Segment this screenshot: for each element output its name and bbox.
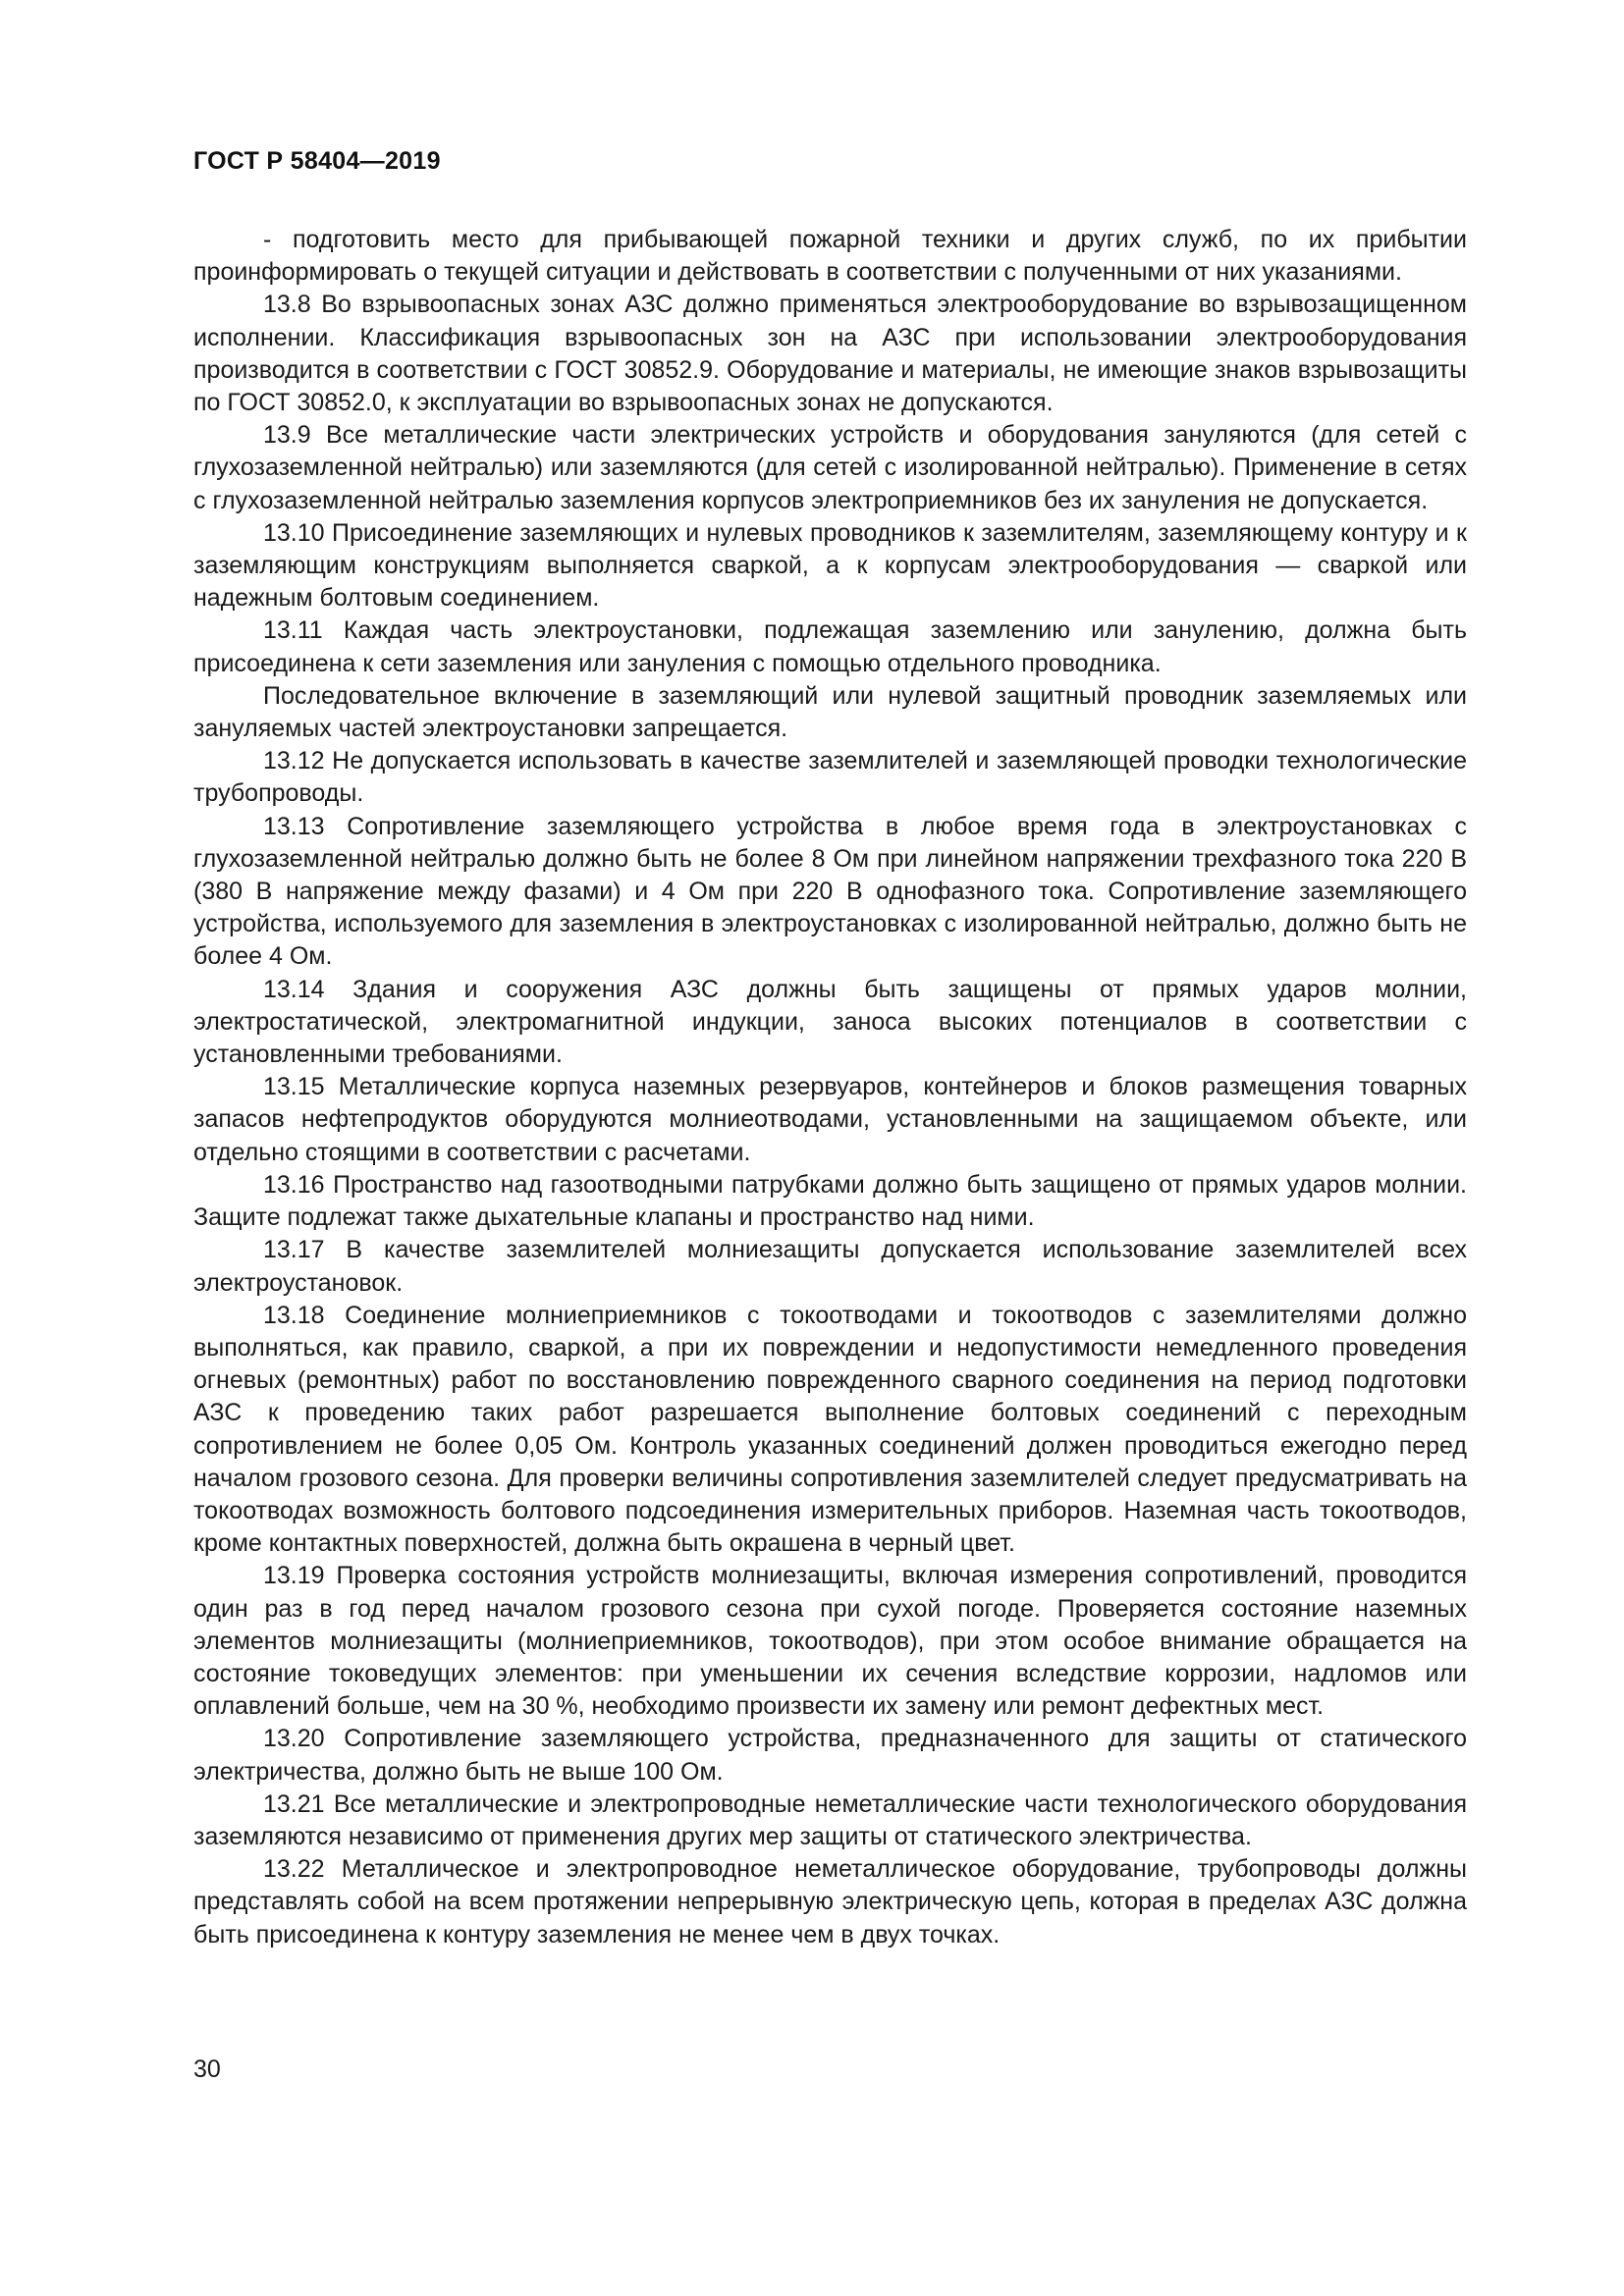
paragraph-13-20: 13.20 Сопротивление заземляющего устройства, предназначенного для защиты от статического электричества, должно быть не выше 100 Ом.	[193, 1725, 1467, 1786]
paragraph-13-18: 13.18 Соединение молниеприемников с токоотводами и токоотводов с заземлителями должно выполняться, как правило, сваркой, а при их повреждении и недопустимости немедленного проведения огневых (ремонтных) работ по восстановлению поврежденного сварного соединения на период подготовки АЗС к проведению таких работ разрешается выполнение болтовых соединений с переходным сопротивлением не более 0,05 Ом. Контроль указанных соединений должен проводиться ежегодно перед началом грозового сезона. Для проверки величины сопротивления заземлителей следует предусматривать на токоотводах возможность болтового подсоединения измерительных приборов. Наземная часть токоотводов, кроме контактных поверхностей, должна быть окрашена в черный цвет.	[193, 1301, 1467, 1558]
paragraph-13-21: 13.21 Все металлические и электропроводные неметаллические части технологического оборудования заземляются независимо от применения других мер защиты от статического электричества.	[193, 1789, 1467, 1850]
paragraph-13-16: 13.16 Пространство над газоотводными патрубками должно быть защищено от прямых ударов молнии. Защите подлежат также дыхательные клапаны и пространство над ними.	[193, 1170, 1467, 1232]
standard-code-header: ГОСТ Р 58404—2019	[193, 147, 441, 175]
paragraph-13-10: 13.10 Присоединение заземляющих и нулевых проводников к заземлителям, заземляющему контуру и к заземляющим конструкциям выполняется сваркой, а к корпусам электрооборудования — сваркой или надежным болтовым соединением.	[193, 518, 1467, 613]
paragraph-13-9: 13.9 Все металлические части электрических устройств и оборудования зануляются (для сетей с глухозаземленной нейтралью) или заземляются (для сетей с изолированной нейтралью). Применение в сетях с глухозаземленной нейтралью заземления корпусов электроприемников без их зануления не допускается.	[193, 421, 1467, 514]
paragraph-13-12: 13.12 Не допускается использовать в качестве заземлителей и заземляющей проводки технологические трубопроводы.	[193, 747, 1467, 808]
paragraph-13-11: 13.11 Каждая часть электроустановки, подлежащая заземлению или занулению, должна быть присоединена к сети заземления или зануления с помощью отдельного проводника.	[193, 616, 1467, 677]
paragraph-13-14: 13.14 Здания и сооружения АЗС должны быть защищены от прямых ударов молнии, электростатической, электромагнитной индукции, заноса высоких потенциалов в соответствии с установленными требованиями.	[193, 975, 1467, 1069]
paragraph-13-19: 13.19 Проверка состояния устройств молниезащиты, включая измерения сопротивлений, проводится один раз в год перед началом грозового сезона при сухой погоде. Проверяется состояние наземных элементов молниезащиты (молниеприемников, токоотводов), при этом особое внимание обращается на состояние токоведущих элементов: при уменьшении их сечения вследствие коррозии, надломов или оплавлений больше, чем на 30 %, необходимо произвести их замену или ремонт дефектных мест.	[193, 1562, 1467, 1721]
paragraph-13-11-continued: Последовательное включение в заземляющий или нулевой защитный проводник заземляемых или зануляемых частей электроустановки запрещается.	[193, 681, 1467, 743]
paragraph-13-8: 13.8 Во взрывоопасных зонах АЗС должно применяться электрооборудование во взрывозащищенном исполнении. Классификация взрывоопасных зон на АЗС при использовании электрооборудования производится в соответствии с ГОСТ 30852.9. Оборудование и материалы, не имеющие знаков взрывозащиты по ГОСТ 30852.0, к эксплуатации во взрывоопасных зонах не допускаются.	[193, 291, 1467, 417]
paragraph-13-22: 13.22 Металлическое и электропроводное неметаллическое оборудование, трубопроводы должны представлять собой на всем протяжении непрерывную электрическую цепь, которая в пределах АЗС должна быть присоединена к контуру заземления не менее чем в двух точках.	[193, 1855, 1467, 1949]
paragraph-prepare-place: - подготовить место для прибывающей пожарной техники и других служб, по их прибытии проинформировать о текущей ситуации и действовать в соответствии с полученными от них указаниями.	[193, 226, 1467, 287]
paragraph-13-15: 13.15 Металлические корпуса наземных резервуаров, контейнеров и блоков размещения товарных запасов нефтепродуктов оборудуются молниеотводами, установленными на защищаемом объекте, или отдельно стоящими в соответствии с расчетами.	[193, 1073, 1467, 1166]
paragraph-13-13: 13.13 Сопротивление заземляющего устройства в любое время года в электроустановках с глухозаземленной нейтралью должно быть не более 8 Ом при линейном напряжении трехфазного тока 220 В (380 В напряжение между фазами) и 4 Ом при 220 В однофазного тока. Сопротивление заземляющего устройства, используемого для заземления в электроустановках с изолированной нейтралью, должно быть не более 4 Ом.	[193, 812, 1467, 971]
page-number: 30	[193, 2056, 221, 2083]
paragraph-13-17: 13.17 В качестве заземлителей молниезащиты допускается использование заземлителей всех электроустановок.	[193, 1236, 1467, 1297]
document-body	[193, 224, 1467, 1951]
